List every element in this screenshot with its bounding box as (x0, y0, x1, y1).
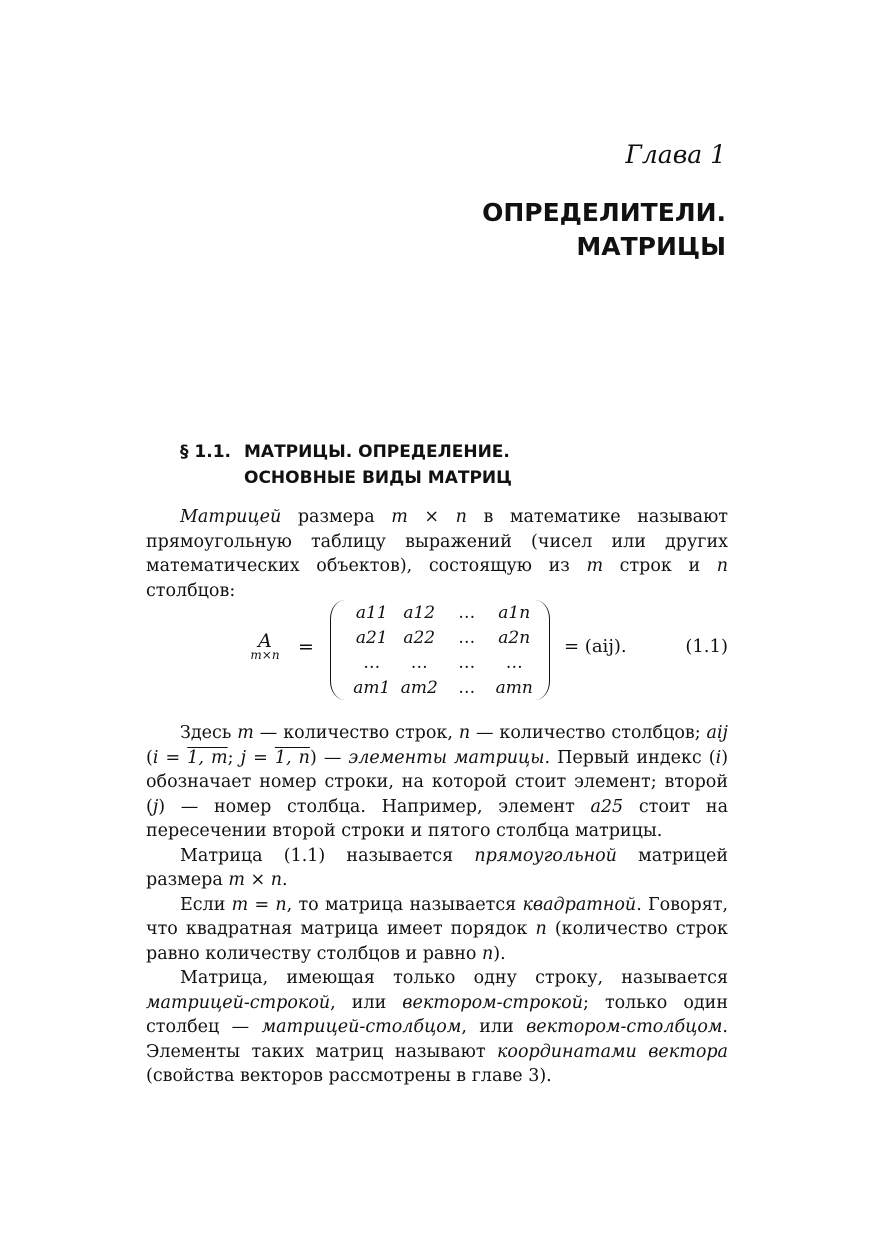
matrix-cell: am1 (353, 678, 391, 698)
text: ). (493, 943, 506, 964)
term: матрицей-строкой (146, 992, 331, 1013)
matrix-cell: a1n (498, 603, 531, 623)
chapter-title (482, 196, 726, 264)
matrix-cell: a22 (403, 628, 436, 648)
math: n (458, 723, 471, 743)
term-elements: элементы матрицы. (348, 747, 551, 768)
math: n (481, 943, 494, 964)
text: (свойства векторов рассмотрены в главе 3). (146, 1066, 552, 1086)
matrix-cell: a11 (355, 603, 388, 623)
math: i (715, 747, 722, 768)
matrix-cell: a12 (403, 603, 436, 623)
text: ; (227, 747, 241, 768)
text: , то матрица называется (286, 894, 523, 915)
text: (количество строк равно количеству столбцов и равно (146, 919, 728, 964)
math-range: 1, n (274, 747, 310, 768)
equals-sign: = (298, 636, 314, 658)
matrix-cell: … (410, 653, 428, 673)
math: m = n (231, 894, 287, 915)
chapter-label: Глава 1 (625, 140, 726, 169)
section-title-line1: МАТРИЦЫ. ОПРЕДЕЛЕНИЕ. (244, 442, 510, 462)
text: , или (461, 1017, 527, 1037)
math: j (152, 796, 159, 817)
text: , или (330, 992, 403, 1013)
math: a25 (590, 796, 624, 817)
text: Если (180, 894, 232, 915)
text: . Элементы таких матриц называют (146, 1017, 728, 1062)
section-heading (180, 439, 512, 491)
text: в математике называют прямоугольную таблицу выражений (чисел или других математических объектов), состоящую из (146, 507, 728, 576)
matrix-size: m×n (250, 648, 280, 662)
text: ( (146, 747, 153, 768)
matrix-cell: amn (495, 678, 533, 698)
text: . Говорят, что квадратная матрица имеет порядок (146, 894, 729, 939)
text: стоит на пересечении второй строки и пятого столбца матрицы. (146, 796, 728, 841)
text: — количество строк, (253, 723, 459, 743)
term: вектором-строкой (402, 992, 583, 1013)
text: размера (281, 507, 392, 527)
math: n (535, 919, 547, 939)
matrix-cell: … (458, 628, 476, 648)
text: . (282, 870, 288, 890)
term: матрицей-столбцом (261, 1017, 462, 1037)
paragraph-definition (146, 505, 728, 603)
matrix (330, 600, 550, 700)
text: матрицей размера (146, 845, 728, 890)
paragraph-elements (146, 721, 728, 1089)
section-title-line2: ОСНОВНЫЕ ВИДЫ МАТРИЦ (244, 468, 512, 488)
text: Матрица, имеющая только одну строку, называется (180, 968, 728, 988)
term: координатами вектора (496, 1041, 728, 1062)
math-range: 1, m (187, 747, 228, 768)
math: j (240, 747, 247, 768)
math: m × n (391, 507, 467, 527)
matrix-cell: … (363, 653, 381, 673)
text: Матрица (1.1) называется (180, 845, 475, 866)
equation-rhs: = (aij). (564, 636, 627, 657)
matrix-cell: … (505, 653, 523, 673)
matrix-equation (240, 600, 728, 700)
matrix-cell: … (458, 603, 476, 623)
chapter-title-line1: ОПРЕДЕЛИТЕЛИ. (482, 198, 726, 227)
matrix-symbol: A (258, 630, 272, 652)
math: m (237, 723, 254, 743)
chapter-title-line2: МАТРИЦЫ (576, 232, 726, 261)
text: Первый индекс ( (550, 747, 716, 768)
text: = (158, 747, 188, 768)
text: Здесь (180, 723, 238, 743)
matrix-cell: … (458, 678, 476, 698)
math: aij (706, 723, 728, 743)
text: ; только один столбец — (146, 992, 728, 1037)
math: m (586, 556, 604, 576)
math: i (152, 747, 159, 768)
text: строк и (603, 556, 717, 576)
matrix-cell: a21 (355, 628, 388, 648)
term: вектором-столбцом (526, 1017, 723, 1037)
text: — количество столбцов; (470, 723, 707, 743)
math: m × n (228, 870, 283, 890)
text: столбцов: (146, 580, 236, 601)
matrix-cells (348, 602, 538, 700)
matrix-cell: a2n (498, 628, 531, 648)
matrix-cell: … (458, 653, 476, 673)
text: ) — (309, 747, 349, 768)
term-matrix: Матрицей (180, 507, 282, 527)
left-paren (330, 600, 345, 700)
term-square: квадратной (522, 894, 637, 915)
text: ) обозначает номер строки, на которой стоит элемент; второй ( (146, 747, 729, 817)
equation-number: (1.1) (685, 636, 728, 657)
text: = (246, 747, 275, 768)
equation-lhs (240, 630, 290, 662)
math: n (716, 556, 728, 576)
term-rectangular: прямоугольной (474, 845, 617, 866)
text: ) — номер столбца. Например, элемент (158, 796, 591, 817)
right-paren (535, 600, 550, 700)
matrix-cell: am2 (400, 678, 438, 698)
section-number: § 1.1. (180, 442, 231, 462)
